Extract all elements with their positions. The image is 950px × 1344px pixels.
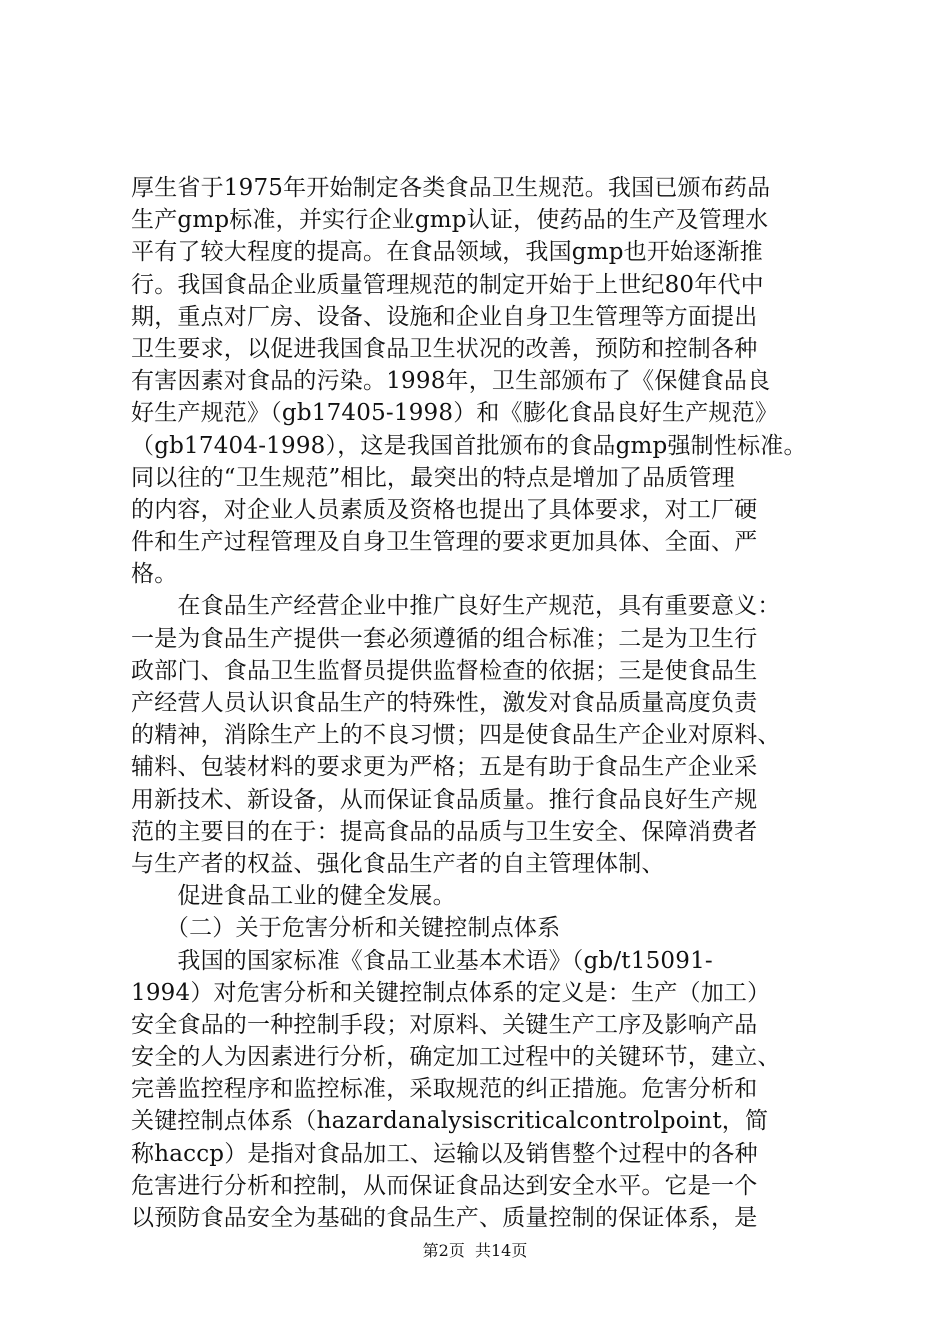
text-line: （gb17404-1998），这是我国首批颁布的食品gmp强制性标准。	[131, 432, 807, 459]
text-line: 卫生要求，以促进我国食品卫生状况的改善，预防和控制各种	[131, 335, 758, 362]
text-line: 产经营人员认识食品生产的特殊性，激发对食品质量高度负责	[131, 690, 758, 716]
text-line: 件和生产过程管理及自身卫生管理的要求更加具体、全面、严	[131, 529, 758, 556]
text-line: 以预防食品安全为基础的食品生产、质量控制的保证体系，是	[131, 1205, 758, 1231]
text-line: 1994）对危害分析和关键控制点体系的定义是：生产（加工）	[131, 979, 771, 1006]
text-line: 行。我国食品企业质量管理规范的制定开始于上世纪80年代中	[131, 271, 764, 298]
text-line: 生产gmp标准，并实行企业gmp认证，使药品的生产及管理水	[131, 207, 769, 234]
body-text	[131, 172, 831, 1234]
text-line: 危害进行分析和控制，从而保证食品达到安全水平。它是一个	[131, 1172, 758, 1199]
text-line: 安全食品的一种控制手段；对原料、关键生产工序及影响产品	[131, 1011, 758, 1038]
text-line: 关键控制点体系（hazardanalysiscriticalcontrolpoint，简	[131, 1108, 769, 1135]
text-line: 平有了较大程度的提高。在食品领域，我国gmp也开始逐渐推	[131, 239, 763, 266]
text-line: 与生产者的权益、强化食品生产者的自主管理体制、	[131, 850, 665, 877]
text-line: 格。	[131, 561, 178, 588]
text-line: 的精神，消除生产上的不良习惯；四是使食品生产企业对原料、	[131, 722, 781, 749]
text-line: 范的主要目的在于：提高食品的品质与卫生安全、保障消费者	[131, 818, 758, 845]
text-line: 好生产规范》（gb17405-1998）和《膨化食品良好生产规范》	[131, 400, 779, 427]
text-line: 一是为食品生产提供一套必须遵循的组合标准；二是为卫生行	[131, 625, 758, 652]
text-line: 完善监控程序和监控标准，采取规范的纠正措施。危害分析和	[131, 1076, 758, 1103]
text-line: 我国的国家标准《食品工业基本术语》（gb/t15091-	[131, 947, 713, 974]
text-line: （二）关于危害分析和关键控制点体系	[131, 915, 561, 942]
text-line: 的内容，对企业人员素质及资格也提出了具体要求，对工厂硬	[131, 496, 758, 523]
text-line: 辅料、包装材料的要求更为严格；五是有助于食品生产企业采	[131, 754, 758, 781]
text-line: 同以往的“卫生规范”相比，最突出的特点是增加了品质管理	[131, 464, 735, 491]
text-line: 促进食品工业的健全发展。	[131, 883, 456, 910]
text-line: 安全的人为因素进行分析，确定加工过程中的关键环节，建立、	[131, 1044, 781, 1071]
text-line: 在食品生产经营企业中推广良好生产规范，具有重要意义：	[131, 593, 781, 620]
text-line: 称haccp）是指对食品加工、运输以及销售整个过程中的各种	[131, 1140, 758, 1167]
text-line: 期，重点对厂房、设备、设施和企业自身卫生管理等方面提出	[131, 303, 758, 330]
page-footer: 第2页 共14页	[422, 1241, 528, 1260]
text-line: 有害因素对食品的污染。1998年，卫生部颁布了《保健食品良	[131, 368, 771, 395]
text-line: 厚生省于1975年开始制定各类食品卫生规范。我国已颁布药品	[131, 175, 771, 201]
text-line: 政部门、食品卫生监督员提供监督检查的依据；三是使食品生	[131, 657, 758, 684]
text-line: 用新技术、新设备，从而保证食品质量。推行食品良好生产规	[131, 786, 758, 813]
